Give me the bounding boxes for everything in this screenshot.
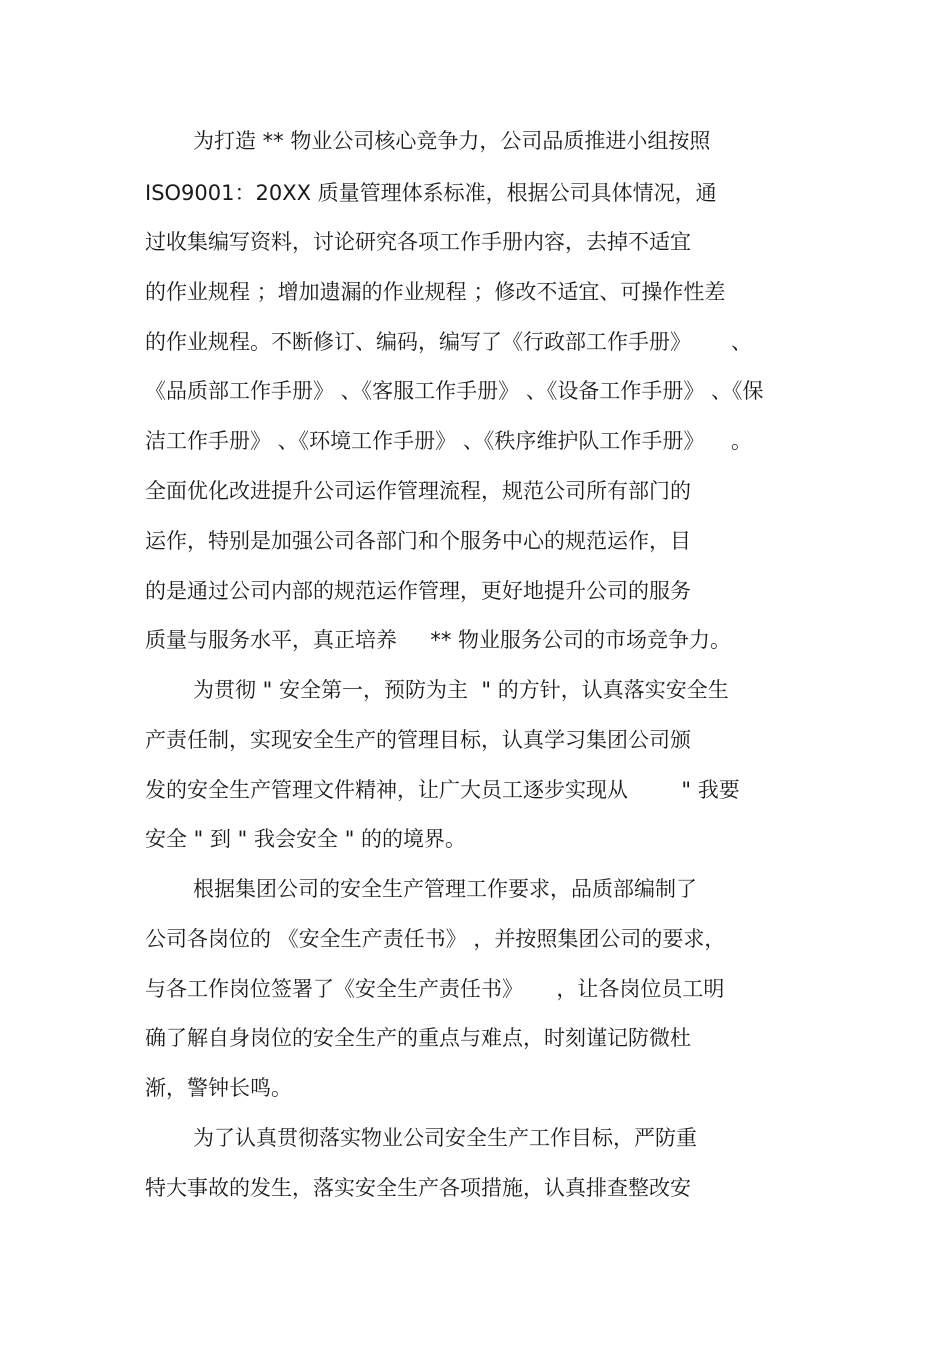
text-line-4: 的作业规程 ；增加遗漏的作业规程 ；修改不适宜、可操作性差: [145, 280, 726, 304]
text-line-6: 《品质部工作手册》 、《客服工作手册》 、《设备工作手册》 、《保: [145, 379, 764, 403]
text-line-2: ISO9001：20XX 质量管理体系标准，根据公司具体情况，通: [145, 181, 717, 205]
text-line-10: 的是通过公司内部的规范运作管理，更好地提升公司的服务: [145, 579, 691, 603]
text-line-22: 特大事故的发生，落实安全生产各项措施，认真排查整改安: [145, 1176, 691, 1200]
text-line-16: 根据集团公司的安全生产管理工作要求，品质部编制了: [193, 877, 697, 901]
text-line-8: 全面优化改进提升公司运作管理流程，规范公司所有部门的: [145, 479, 691, 503]
text-line-14: 发的安全生产管理文件精神，让广大员工逐步实现从 " 我要: [145, 778, 740, 802]
text-line-20: 渐，警钟长鸣。: [145, 1076, 292, 1100]
text-line-19: 确了解自身岗位的安全生产的重点与难点，时刻谨记防微杜: [145, 1026, 691, 1050]
text-line-17: 公司各岗位的 《安全生产责任书》 ，并按照集团公司的要求，: [145, 927, 726, 951]
text-line-7: 洁工作手册》 、《环境工作手册》 、《秩序维护队工作手册》 。: [145, 429, 753, 453]
text-line-5: 的作业规程。不断修订、编码，编写了《行政部工作手册》 、: [145, 330, 753, 354]
text-line-18: 与各工作岗位签署了《安全生产责任书》 ，让各岗位员工明: [145, 977, 725, 1001]
text-line-9: 运作，特别是加强公司各部门和个服务中心的规范运作，目: [145, 529, 691, 553]
text-line-15: 安全 " 到 " 我会安全 " 的的境界。: [145, 827, 467, 851]
text-line-12: 为贯彻 " 安全第一，预防为主 " 的方针，认真落实安全生: [193, 678, 729, 702]
text-line-1: 为打造 ** 物业公司核心竞争力，公司品质推进小组按照: [193, 129, 711, 153]
text-line-3: 过收集编写资料，讨论研究各项工作手册内容，去掉不适宜: [145, 230, 691, 254]
text-line-13: 产责任制，实现安全生产的管理目标，认真学习集团公司颁: [145, 728, 691, 752]
text-line-21: 为了认真贯彻落实物业公司安全生产工作目标，严防重: [193, 1126, 697, 1150]
text-line-11: 质量与服务水平，真正培养 ** 物业服务公司的市场竞争力。: [145, 628, 732, 652]
